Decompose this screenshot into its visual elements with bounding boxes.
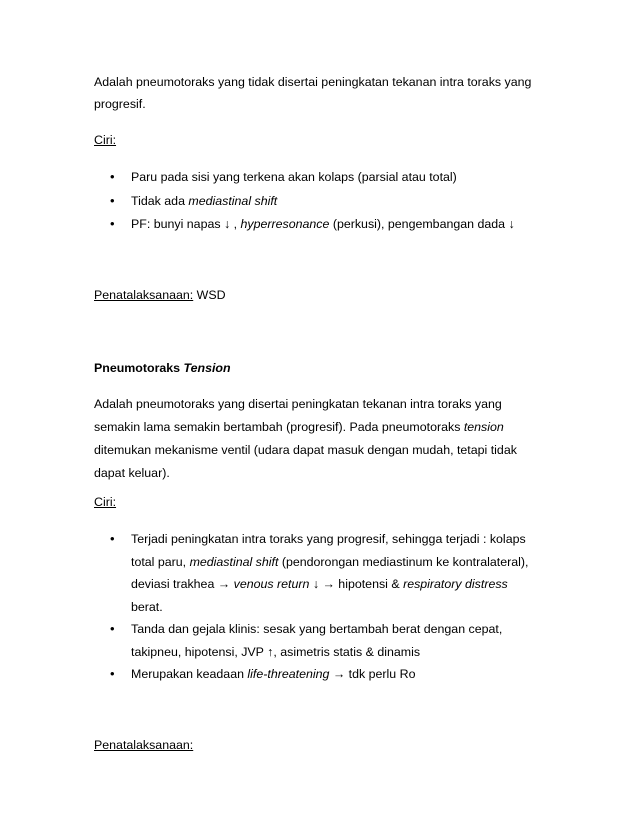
- list-item-text: (pendorongan mediastinum ke kontralateral),: [278, 554, 529, 569]
- list-item-text: total paru,: [131, 554, 190, 569]
- list-item-line: • Tanda dan gejala klinis: sesak yang bertambah berat dengan cepat,: [131, 622, 503, 636]
- list-item-italic: respiratory distress: [403, 577, 508, 591]
- heading-text: Pneumotoraks: [94, 361, 184, 375]
- list-item-italic: mediastinal shift: [189, 554, 279, 569]
- tension-paragraph: [94, 393, 554, 485]
- list-item-line: berat.: [131, 599, 163, 614]
- list-item: [94, 618, 554, 663]
- ciri-list-2: [94, 528, 554, 686]
- list-item-italic: mediastinal shift: [188, 193, 278, 208]
- paragraph-line: Adalah pneumotoraks yang disertai peningkatan tekanan intra toraks yang: [94, 397, 502, 411]
- list-item-line: [131, 551, 554, 574]
- list-item-italic: venous return: [233, 577, 310, 591]
- list-item: [94, 166, 554, 189]
- list-item: [94, 528, 554, 618]
- list-item-text: Paru pada sisi yang terkena akan kolaps (parsial atau total): [131, 170, 457, 184]
- list-item-line: takipneu, hipotensi, JVP ↑, asimetris statis & dinamis: [131, 644, 421, 659]
- ciri-label-1: Ciri:: [94, 133, 117, 147]
- list-item-text: deviasi trakhea →: [131, 577, 234, 591]
- list-item-italic: hyperresonance: [240, 217, 330, 231]
- heading-italic: Tension: [183, 361, 231, 375]
- list-item-line: • Terjadi peningkatan intra toraks yang progresif, sehingga terjadi : kolaps: [131, 532, 526, 546]
- list-item-text: PF: bunyi napas ↓ ,: [131, 217, 241, 231]
- intro-paragraph: [94, 71, 554, 115]
- ciri-heading-1: [94, 129, 554, 151]
- paragraph-line: dapat keluar).: [94, 466, 170, 480]
- list-item-text: Merupakan keadaan: [131, 667, 248, 681]
- penatalaksanaan-value-1: WSD: [193, 288, 226, 302]
- list-item: [94, 213, 554, 236]
- list-item: [94, 663, 554, 686]
- paragraph-text: semakin lama semakin bertambah (progresif). Pada pneumotoraks: [94, 420, 464, 434]
- intro-line-1: Adalah pneumotoraks yang tidak disertai peningkatan tekanan intra toraks yang: [94, 75, 532, 89]
- penatalaksanaan-2: [94, 734, 554, 756]
- list-item-italic: life-threatening: [247, 667, 330, 681]
- list-item-text-tail: → tdk perlu Ro: [329, 667, 416, 681]
- ciri-label-2: Ciri:: [94, 495, 117, 509]
- section-heading: [94, 357, 554, 379]
- paragraph-italic: tension: [463, 420, 504, 434]
- list-item: [94, 190, 554, 213]
- penatalaksanaan-1: [94, 284, 554, 306]
- paragraph-line: ditemukan mekanisme ventil (udara dapat masuk dengan mudah, tetapi tidak: [94, 443, 517, 457]
- list-item-text: ↓ → hipotensi &: [309, 577, 404, 591]
- ciri-heading-2: [94, 491, 554, 513]
- list-item-text-tail: (perkusi), pengembangan dada ↓: [329, 217, 515, 231]
- list-item-text: Tidak ada: [131, 193, 189, 208]
- ciri-list-1: [94, 166, 554, 236]
- list-item-line: [131, 573, 554, 596]
- penatalaksanaan-label-1: Penatalaksanaan:: [94, 288, 194, 302]
- penatalaksanaan-label-2: Penatalaksanaan:: [94, 738, 194, 752]
- paragraph-line: [94, 416, 554, 439]
- intro-line-2: progresif.: [94, 97, 146, 111]
